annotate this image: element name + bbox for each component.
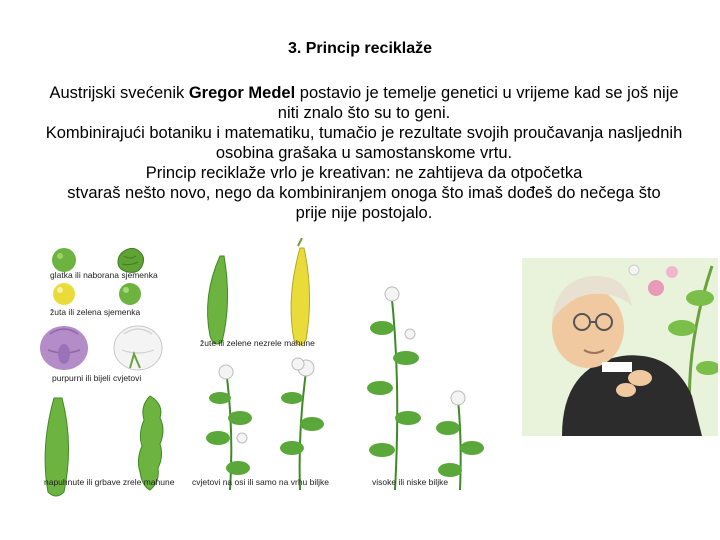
caption-pod-shape: napuhnute ili grbave zrele mahune bbox=[44, 477, 175, 487]
purple-flower-icon bbox=[40, 326, 88, 370]
smooth-seed-icon bbox=[52, 248, 76, 272]
line-5: Princip reciklaže vrlo je kreativan: ne zahtijeva da otpočetka bbox=[145, 164, 583, 182]
plant-leaves-icon bbox=[206, 358, 324, 475]
scientist-name: Gregor Medel bbox=[188, 84, 296, 102]
line-3: Kombinirajući botaniku i matematiku, tumačio je rezultate svojih proučavanja nasljednih bbox=[45, 124, 683, 142]
intro-text: Austrijski svećenik bbox=[49, 84, 189, 102]
line-4: osobina grašaka u samostanskome vrtu. bbox=[215, 144, 513, 162]
caption-flower-color: purpurni ili bijeli cvjetovi bbox=[52, 373, 142, 383]
caption-seed-shape: glatka ili naborana sjemenka bbox=[50, 270, 158, 280]
green-seed-icon bbox=[119, 283, 141, 305]
body-paragraph bbox=[14, 83, 714, 223]
slide-title: 3. Princip reciklaže bbox=[287, 40, 433, 57]
yellow-unripe-pod-icon bbox=[291, 238, 309, 345]
constricted-pod-icon bbox=[138, 396, 163, 490]
line-6: stvaraš nešto novo, nego da kombiniranjem onoga što imaš dođeš do nečega što bbox=[67, 184, 661, 202]
yellow-seed-icon bbox=[53, 283, 75, 305]
caption-plant-height: visoke ili niske biljke bbox=[372, 477, 449, 487]
wrinkled-seed-icon bbox=[118, 248, 144, 272]
line-2: niti znalo što su to geni. bbox=[277, 104, 451, 122]
caption-pod-color: žute ili zelene nezrele mahune bbox=[200, 338, 315, 348]
line-7: prije nije postojalo. bbox=[295, 204, 433, 222]
caption-flower-position: cvjetovi na osi ili samo na vrhu biljke bbox=[192, 477, 330, 487]
caption-seed-color: žuta ili zelena sjemenka bbox=[50, 307, 141, 317]
white-flower-icon bbox=[114, 326, 162, 370]
mendel-illustration bbox=[522, 258, 718, 436]
green-unripe-pod-icon bbox=[208, 256, 228, 344]
line1-rest: postavio je temelje genetici u vrijeme kad se još nije bbox=[295, 84, 679, 102]
tall-pea-plant-icon bbox=[367, 287, 421, 490]
short-pea-plant-icon bbox=[436, 391, 484, 490]
